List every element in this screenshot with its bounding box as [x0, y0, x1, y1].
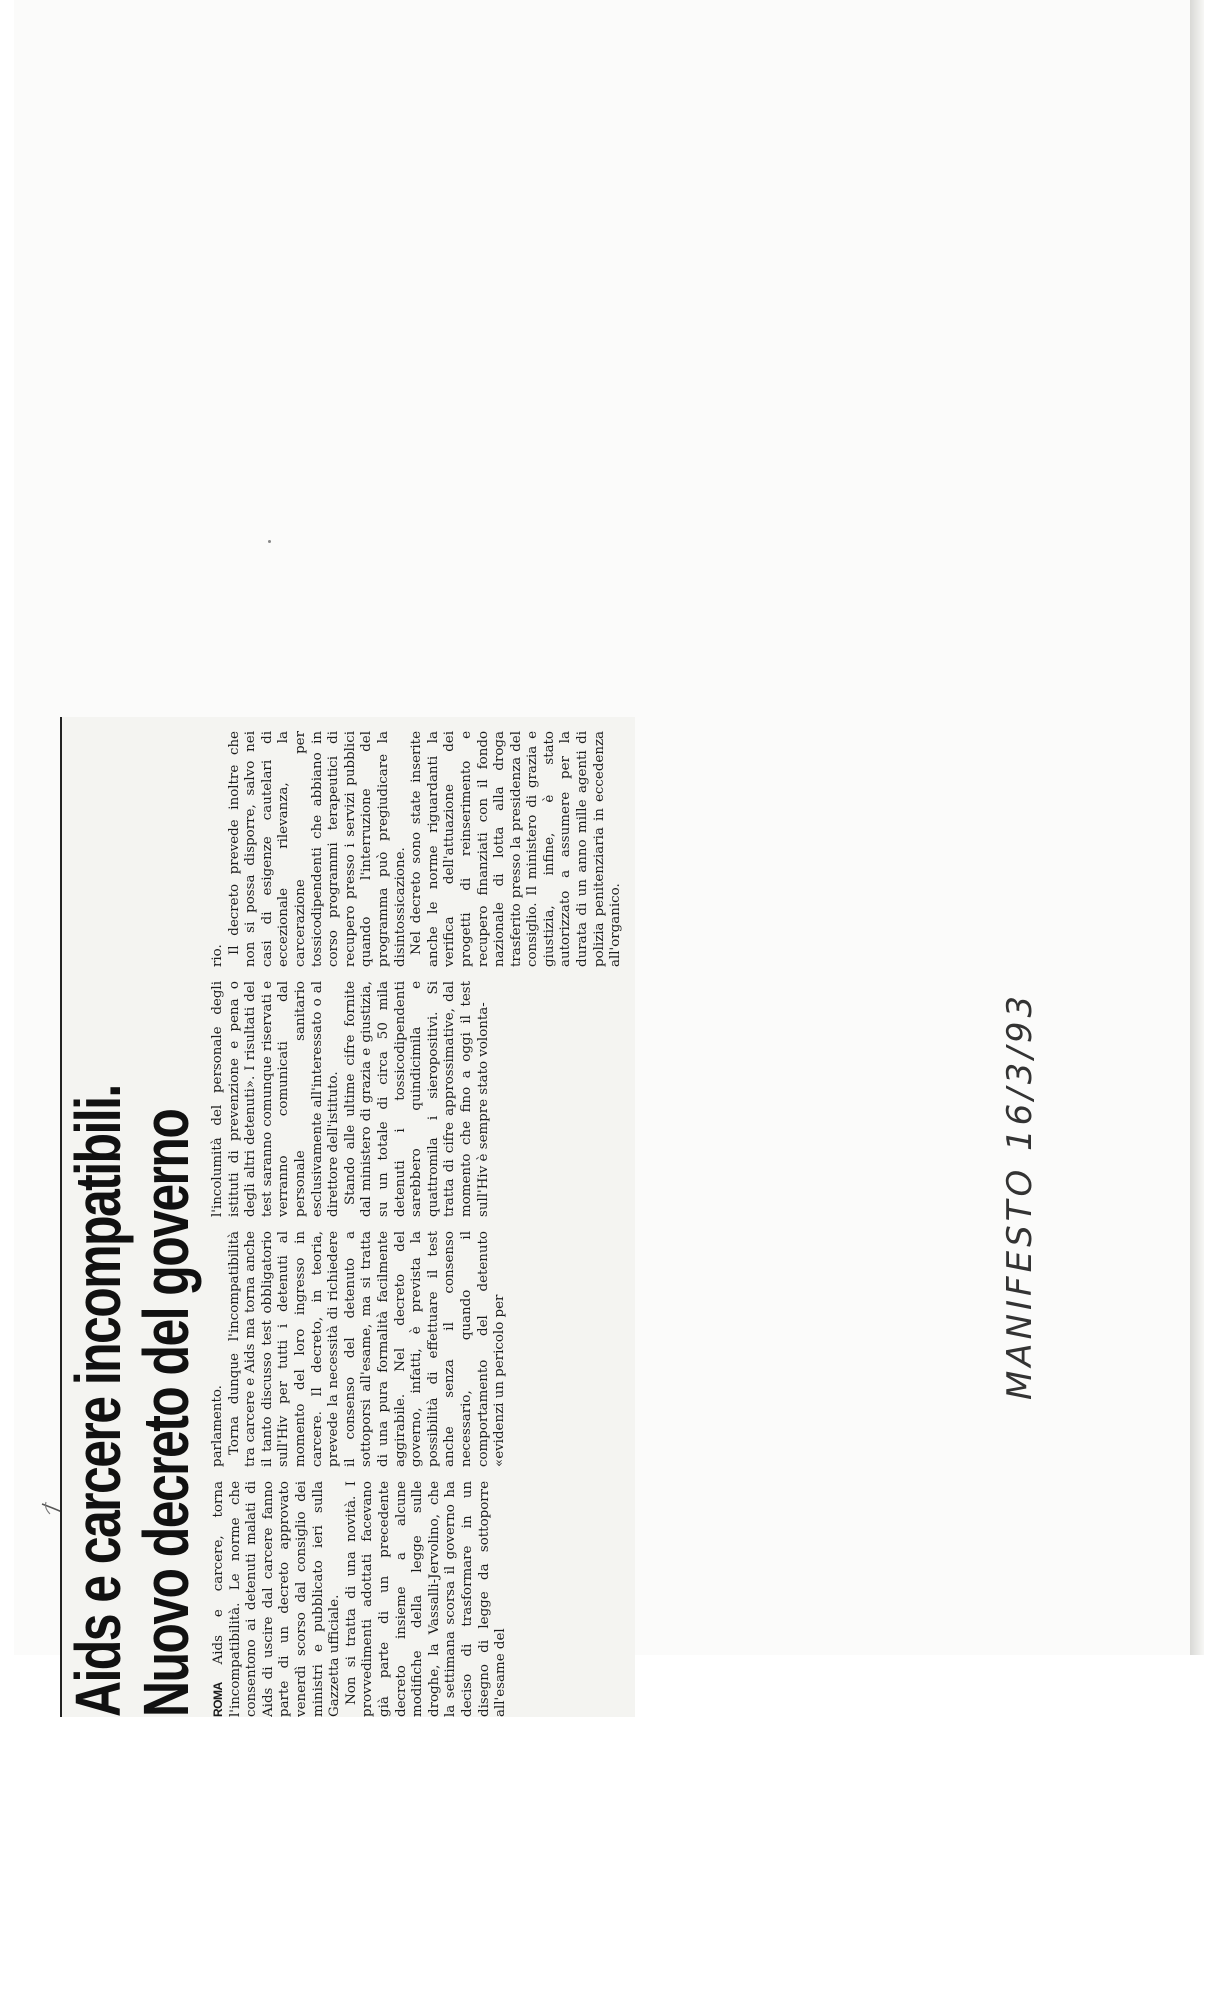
- paragraph: parlamento.: [210, 1385, 225, 1467]
- article-body: [210, 717, 630, 1717]
- dateline: ROMA: [211, 1682, 225, 1717]
- paragraph: Nel decreto sono state inserite anche le norme riguardanti la verifica dell'attuazione dei progetti di reinserimento e recupero finanziati con il fondo nazionale di lotta alla droga trasferito presso la presidenza del consiglio. Il ministero di grazia e giustizia, infine, è stato autorizzato a assumere per la durata di un anno mille agenti di polizia penitenziaria in eccedenza all'organico.: [409, 731, 624, 967]
- paragraph: Il decreto prevede inoltre che non si possa disporre, salvo nei casi di esigenze cautelari di eccezionale rilevanza, la carcerazione per tossicodipendenti che abbiano in corso programmi terapeutici di recupero presso i servizi pubblici quando l'interruzione del programma può pregiudicare la disintossicazione.: [226, 731, 408, 967]
- article-column-1: [210, 1481, 630, 1717]
- scan-speck: [268, 540, 271, 543]
- paragraph: Stando alle ultime cifre fornite dal ministero di grazia e giustizia, su un totale di circa 50 mila detenuti i tossicodipendenti sarebbero quindicimila e quattromila i sieropositivi. Si tratta di cifre approssimative, dal momento che fino a oggi il test sull'Hiv è sempre stato volonta-: [342, 981, 491, 1217]
- paragraph: Non si tratta di una novità. I provvedimenti adottati facevano già parte di un precedente decreto insieme a alcune modifiche della legge sulle droghe, la Vassalli-Jervolino, che la settimana scorsa il governo ha deciso di trasformare in un disegno di legge da sottoporre all'esame del: [343, 1481, 509, 1717]
- page-edge-shadow: [1190, 0, 1204, 1655]
- article-column-2: [210, 1231, 630, 1467]
- headline: [62, 717, 202, 1717]
- newspaper-clipping: [60, 717, 635, 1717]
- paragraph: Torna dunque l'incompatibilità tra carcere e Aids ma torna anche il tanto discusso test obbligatorio sull'Hiv per tutti i detenuti al momento del loro ingresso in carcere. Il decreto, in teoria, prevede la necessità di richiedere il consenso del detenuto a sottoporsi all'esame, ma si tratta di una pura formalità facilmente aggirabile. Nel decreto del governo, infatti, è prevista la possibilità di effettuare il test anche senza il consenso necessario, quando il comportamento del detenuto «evidenzi un pericolo per: [226, 1231, 508, 1467]
- headline-line-1: Aids e carcere incompatibili.: [62, 1085, 134, 1717]
- paragraph: rio.: [210, 944, 225, 967]
- paragraph: [210, 1481, 344, 1717]
- handwritten-source-note: MANIFESTO 16/3/93: [1000, 991, 1040, 1400]
- paragraph-text: Aids e carcere, torna l'incompatibilità. Le norme che consentono ai detenuti malati di Aids di uscire dal carcere fanno parte di un decreto approvato venerdì scorso dal consiglio dei ministri e pubblicato ieri sulla Gazzetta ufficiale.: [211, 1481, 343, 1717]
- headline-line-2: Nuovo decreto del governo: [130, 1109, 202, 1717]
- article-column-3: [210, 981, 630, 1217]
- paragraph: l'incolumità del personale degli istituti di prevenzione e pena o degli altri detenuti». I risultati del test saranno comunque riservati e verranno comunicati dal personale sanitario esclusivamente all'interessato o al direttore dell'istituto.: [210, 981, 342, 1217]
- article-column-4: [210, 731, 630, 967]
